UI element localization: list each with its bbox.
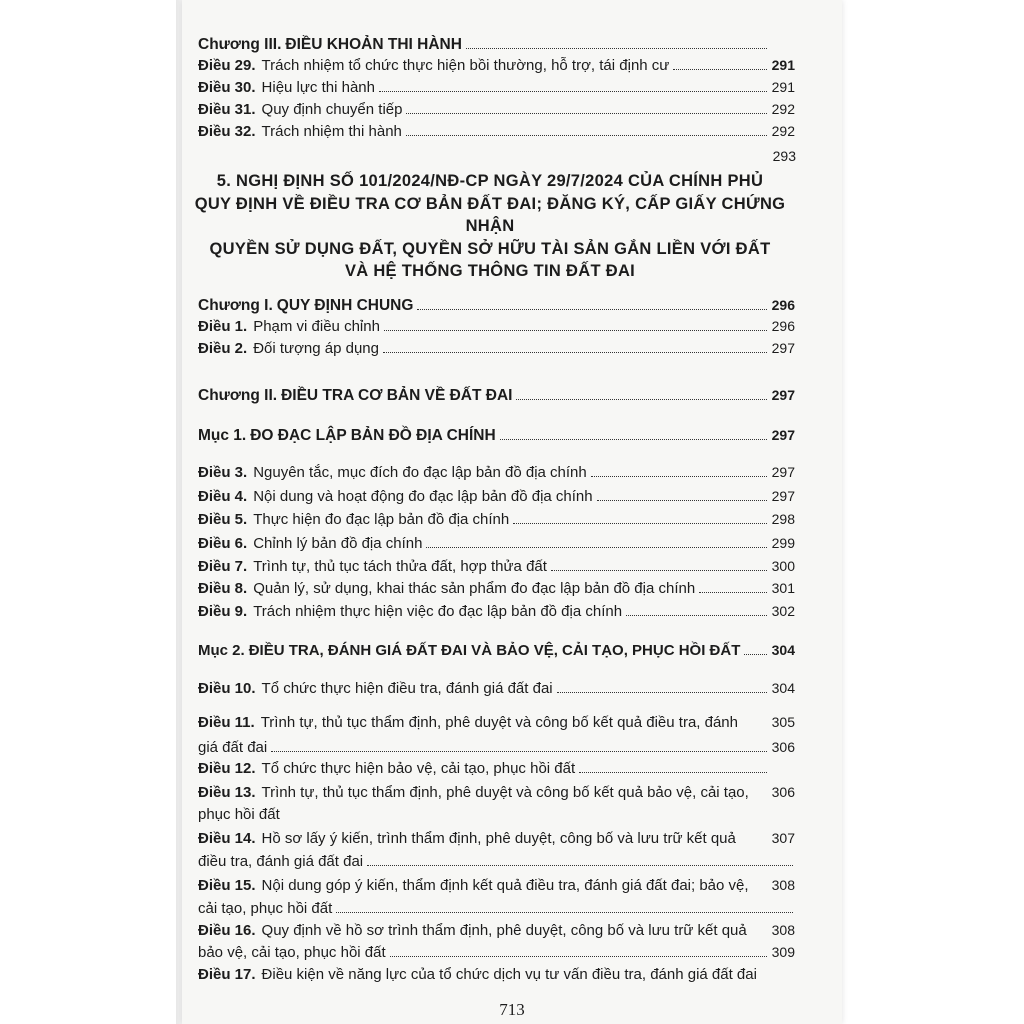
toc-article-14-cont xyxy=(198,853,795,870)
article-title-cont: bảo vệ, cải tạo, phục hồi đất xyxy=(198,944,386,961)
heading-line-4: VÀ HỆ THỐNG THÔNG TIN ĐẤT ĐAI xyxy=(344,262,636,280)
article-title: Trách nhiệm tổ chức thực hiện bồi thường, hỗ trợ, tái định cư xyxy=(261,57,670,74)
article-title: Nội dung và hoạt động đo đạc lập bản đồ địa chính xyxy=(253,488,593,505)
article-label: Điều 1. xyxy=(198,318,248,335)
page-ref: 296 xyxy=(771,297,795,313)
article-title: Trình tự, thủ tục thẩm định, phê duyệt và công bố kết quả bảo vệ, cải tạo, xyxy=(261,784,749,801)
toc-article-30 xyxy=(198,79,795,96)
stray-page-ref: 293 xyxy=(772,148,796,164)
article-title: Nguyên tắc, mục đích đo đạc lập bản đồ địa chính xyxy=(253,464,587,481)
page-number: 713 xyxy=(499,1000,525,1019)
article-title: Trách nhiệm thi hành xyxy=(261,123,402,140)
article-title: Trách nhiệm thực hiện việc đo đạc lập bản đồ địa chính xyxy=(253,603,623,620)
dot-leader xyxy=(626,615,767,616)
toc-article-9 xyxy=(198,603,795,620)
toc-section-2 xyxy=(198,642,795,659)
page-ref: 292 xyxy=(771,123,795,139)
toc-article-16 xyxy=(198,922,795,939)
dot-leader xyxy=(579,772,767,773)
article-label: Điều 14. xyxy=(198,830,256,847)
dot-leader xyxy=(383,352,767,353)
toc-article-1 xyxy=(198,318,795,335)
dot-leader xyxy=(466,48,767,49)
toc-article-2 xyxy=(198,340,795,357)
page-ref: 304 xyxy=(771,642,795,658)
page-ref: 297 xyxy=(771,387,795,403)
heading-line-2: QUY ĐỊNH VỀ ĐIỀU TRA CƠ BẢN ĐẤT ĐAI; ĐĂNG KÝ, CẤP GIẤY CHỨNG NHẬN xyxy=(194,194,786,235)
section-heading xyxy=(190,170,790,283)
toc-article-5 xyxy=(198,511,795,528)
toc-article-11 xyxy=(198,714,795,731)
toc-section-1 xyxy=(198,427,795,445)
article-label: Điều 5. xyxy=(198,511,248,528)
page-ref: 291 xyxy=(771,57,795,73)
page-ref: 291 xyxy=(771,79,795,95)
page-ref: 299 xyxy=(771,535,795,551)
dot-leader xyxy=(384,330,767,331)
toc-article-4 xyxy=(198,488,795,505)
section-label: Mục 2. xyxy=(198,642,245,659)
page-ref: 305 xyxy=(771,714,795,730)
toc-article-15-cont xyxy=(198,900,795,917)
article-title: Nội dung góp ý kiến, thẩm định kết quả điều tra, đánh giá đất đai; bảo vệ, xyxy=(261,877,749,894)
toc-article-12 xyxy=(198,760,795,777)
chapter-label: Chương I. xyxy=(198,297,273,314)
toc-chapter-1 xyxy=(198,297,795,315)
article-title: Quản lý, sử dụng, khai thác sản phẩm đo đạc lập bản đồ địa chính xyxy=(253,580,696,597)
page-ref: 300 xyxy=(771,558,795,574)
page-ref: 308 xyxy=(771,877,795,893)
dot-leader xyxy=(744,654,767,655)
article-label: Điều 2. xyxy=(198,340,248,357)
page-ref: 297 xyxy=(771,488,795,504)
page-ref: 309 xyxy=(771,944,795,960)
page-ref: 297 xyxy=(771,340,795,356)
article-label: Điều 13. xyxy=(198,784,256,801)
toc-article-14 xyxy=(198,830,795,847)
article-label: Điều 32. xyxy=(198,123,256,140)
article-label: Điều 4. xyxy=(198,488,248,505)
article-label: Điều 10. xyxy=(198,680,256,697)
toc-article-3 xyxy=(198,464,795,481)
toc-article-7 xyxy=(198,558,795,575)
dot-leader xyxy=(271,751,767,752)
toc-article-11-cont xyxy=(198,739,795,756)
dot-leader xyxy=(591,476,767,477)
page-ref: 306 xyxy=(771,739,795,755)
chapter-label: Chương II. xyxy=(198,387,278,404)
article-title: Đối tượng áp dụng xyxy=(253,340,379,357)
article-title: Điều kiện về năng lực của tổ chức dịch vụ tư vấn điều tra, đánh giá đất đai xyxy=(261,966,757,983)
toc-article-17 xyxy=(198,966,795,983)
toc-article-13-cont xyxy=(198,806,795,823)
dot-leader xyxy=(513,523,767,524)
dot-leader xyxy=(336,912,793,913)
article-title: Hiệu lực thi hành xyxy=(261,79,375,96)
page-ref: 306 xyxy=(771,784,795,800)
dot-leader xyxy=(390,956,767,957)
article-label: Điều 3. xyxy=(198,464,248,481)
chapter-title: QUY ĐỊNH CHUNG xyxy=(276,297,414,314)
article-label: Điều 12. xyxy=(198,760,256,777)
dot-leader xyxy=(500,439,767,440)
chapter-title: ĐIỀU TRA CƠ BẢN VỀ ĐẤT ĐAI xyxy=(281,387,513,404)
article-title: Phạm vi điều chỉnh xyxy=(253,318,380,335)
page-ref: 304 xyxy=(771,680,795,696)
page-ref: 301 xyxy=(771,580,795,596)
toc-article-13 xyxy=(198,784,795,801)
article-title-cont: phục hồi đất xyxy=(198,806,280,823)
article-title: Hồ sơ lấy ý kiến, trình thẩm định, phê duyệt, công bố và lưu trữ kết quả xyxy=(261,830,736,847)
article-label: Điều 9. xyxy=(198,603,248,620)
toc-article-16-cont xyxy=(198,944,795,961)
article-label: Điều 29. xyxy=(198,57,256,74)
article-label: Điều 6. xyxy=(198,535,248,552)
article-title: Thực hiện đo đạc lập bản đồ địa chính xyxy=(253,511,510,528)
article-title: Trình tự, thủ tục tách thửa đất, hợp thửa đất xyxy=(253,558,547,575)
toc-article-32 xyxy=(198,123,795,140)
chapter-label: Chương III. xyxy=(198,36,282,53)
toc-article-29 xyxy=(198,57,795,74)
dot-leader xyxy=(551,570,767,571)
dot-leader xyxy=(406,135,767,136)
toc-article-15 xyxy=(198,877,795,894)
heading-line-3: QUYỀN SỬ DỤNG ĐẤT, QUYỀN SỞ HỮU TÀI SẢN GẮN LIỀN VỚI ĐẤT xyxy=(209,239,771,258)
dot-leader xyxy=(426,547,767,548)
toc-chapter-2 xyxy=(198,387,795,405)
page-ref: 308 xyxy=(771,922,795,938)
article-label: Điều 31. xyxy=(198,101,256,118)
dot-leader xyxy=(417,309,767,310)
page-ref: 296 xyxy=(771,318,795,334)
dot-leader xyxy=(379,91,767,92)
dot-leader xyxy=(406,113,767,114)
article-title: Quy định chuyển tiếp xyxy=(261,101,403,118)
page-ref: 298 xyxy=(771,511,795,527)
dot-leader xyxy=(557,692,767,693)
article-title-cont: điều tra, đánh giá đất đai xyxy=(198,853,364,870)
toc-article-6 xyxy=(198,535,795,552)
section-title: ĐO ĐẠC LẬP BẢN ĐỒ ĐỊA CHÍNH xyxy=(250,427,496,444)
heading-line-1: 5. NGHỊ ĐỊNH SỐ 101/2024/NĐ-CP NGÀY 29/7/2024 CỦA CHÍNH PHỦ xyxy=(216,172,764,190)
dot-leader xyxy=(673,69,767,70)
page-ref: 292 xyxy=(771,101,795,117)
article-title: Tổ chức thực hiện điều tra, đánh giá đất đai xyxy=(261,680,553,697)
article-label: Điều 16. xyxy=(198,922,256,939)
article-label: Điều 17. xyxy=(198,966,256,983)
page-ref: 307 xyxy=(771,830,795,846)
article-title: Tổ chức thực hiện bảo vệ, cải tạo, phục hồi đất xyxy=(261,760,576,777)
page-ref: 302 xyxy=(771,603,795,619)
article-label: Điều 11. xyxy=(198,714,255,731)
dot-leader xyxy=(699,592,767,593)
page-ref: 297 xyxy=(771,464,795,480)
article-title: Trình tự, thủ tục thẩm định, phê duyệt và công bố kết quả điều tra, đánh xyxy=(260,714,738,731)
dot-leader xyxy=(597,500,767,501)
dot-leader xyxy=(516,399,767,400)
chapter-title: ĐIỀU KHOẢN THI HÀNH xyxy=(285,36,462,53)
article-title-cont: giá đất đai xyxy=(198,739,268,756)
toc-article-10 xyxy=(198,680,795,697)
dot-leader xyxy=(367,865,793,866)
section-label: Mục 1. xyxy=(198,427,247,444)
article-title-cont: cải tạo, phục hồi đất xyxy=(198,900,333,917)
article-title: Chỉnh lý bản đồ địa chính xyxy=(253,535,423,552)
toc-article-8 xyxy=(198,580,795,597)
section-title: ĐIỀU TRA, ĐÁNH GIÁ ĐẤT ĐAI VÀ BẢO VỆ, CẢI TẠO, PHỤC HỒI ĐẤT xyxy=(248,642,741,659)
article-label: Điều 30. xyxy=(198,79,256,96)
article-title: Quy định về hồ sơ trình thẩm định, phê duyệt, công bố và lưu trữ kết quả xyxy=(261,922,747,939)
toc-chapter-3 xyxy=(198,36,795,54)
toc-article-31 xyxy=(198,101,795,118)
page-ref: 297 xyxy=(771,427,795,443)
article-label: Điều 15. xyxy=(198,877,256,894)
article-label: Điều 7. xyxy=(198,558,248,575)
article-label: Điều 8. xyxy=(198,580,248,597)
